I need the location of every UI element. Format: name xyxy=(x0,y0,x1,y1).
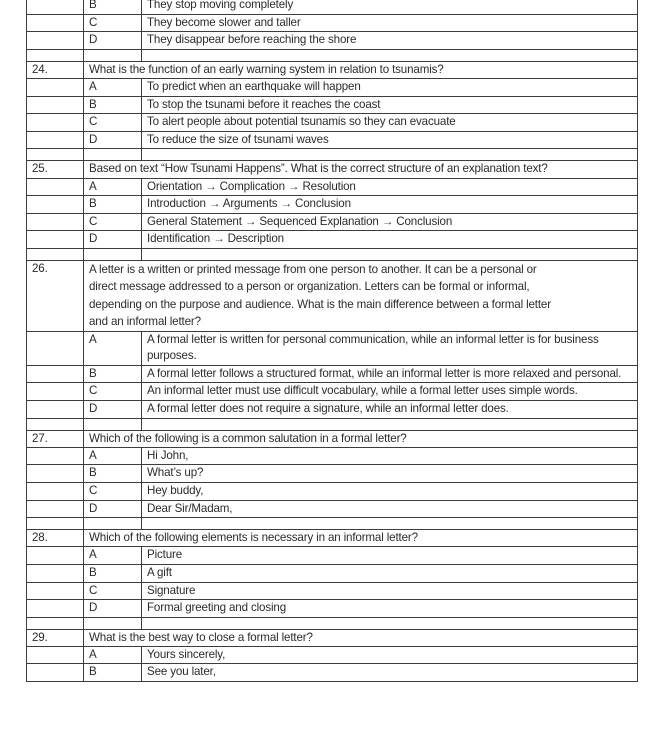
question-number: 28. xyxy=(27,530,84,547)
spacer-number-cell xyxy=(27,149,84,161)
option-text-value: A gift xyxy=(147,565,172,579)
option-row xyxy=(27,482,638,500)
option-text[interactable] xyxy=(142,213,638,231)
option-row xyxy=(27,231,638,249)
option-letter[interactable]: D xyxy=(84,400,142,418)
option-row xyxy=(27,646,638,664)
spacer-text-cell xyxy=(142,49,638,61)
option-letter[interactable]: B xyxy=(84,196,142,214)
question-text: Based on text “How Tsunami Happens”. What is the correct structure of an explanation text? xyxy=(84,161,638,178)
question-stem-lines xyxy=(89,261,637,331)
option-text-value: Hi John, xyxy=(147,448,189,462)
option-text[interactable] xyxy=(142,131,638,149)
option-text[interactable] xyxy=(142,78,638,96)
option-row xyxy=(27,365,638,383)
question-number: 24. xyxy=(27,61,84,78)
spacer-text-cell xyxy=(142,149,638,161)
option-text-value: Formal greeting and closing xyxy=(147,601,287,615)
option-text[interactable] xyxy=(142,331,638,365)
option-text-value: Hey buddy, xyxy=(147,483,204,497)
option-text-value: A formal letter follows a structured format, while an informal letter is more relaxed and personal. xyxy=(147,366,622,380)
option-text[interactable] xyxy=(142,500,638,518)
question-row xyxy=(27,260,638,331)
option-number-cell xyxy=(27,383,84,401)
option-row xyxy=(27,564,638,582)
option-row xyxy=(27,331,638,365)
option-text[interactable] xyxy=(142,365,638,383)
option-number-cell xyxy=(27,196,84,214)
question-stem-line: A letter is a written or printed message from one person to another. It can be a personal or xyxy=(89,262,537,276)
option-text[interactable] xyxy=(142,231,638,249)
option-row xyxy=(27,196,638,214)
question-text: Which of the following is a common salutation in a formal letter? xyxy=(84,430,638,447)
question-number: 26. xyxy=(27,260,84,331)
option-row xyxy=(27,96,638,114)
option-row xyxy=(27,178,638,196)
option-number-cell xyxy=(27,14,84,32)
option-row xyxy=(27,547,638,565)
option-letter[interactable]: B xyxy=(84,465,142,483)
option-text[interactable] xyxy=(142,582,638,600)
option-letter[interactable]: A xyxy=(84,78,142,96)
question-text xyxy=(84,260,638,331)
option-row xyxy=(27,32,638,50)
option-text[interactable] xyxy=(142,482,638,500)
option-number-cell xyxy=(27,178,84,196)
option-letter[interactable]: C xyxy=(84,383,142,401)
questions-table-body xyxy=(27,0,638,682)
option-text[interactable] xyxy=(142,664,638,682)
option-text-value: Signature xyxy=(147,583,196,597)
spacer-text-cell xyxy=(142,248,638,260)
question-row xyxy=(27,61,638,78)
option-row xyxy=(27,400,638,418)
option-text[interactable] xyxy=(142,447,638,465)
spacer-number-cell xyxy=(27,248,84,260)
option-number-cell xyxy=(27,400,84,418)
table-spacer-row xyxy=(27,248,638,260)
option-row xyxy=(27,600,638,618)
option-text[interactable] xyxy=(142,0,638,14)
option-text-value: They disappear before reaching the shore xyxy=(147,33,357,47)
option-text[interactable] xyxy=(142,383,638,401)
option-row xyxy=(27,14,638,32)
option-row xyxy=(27,447,638,465)
option-number-cell xyxy=(27,547,84,565)
table-spacer-row xyxy=(27,518,638,530)
option-text[interactable] xyxy=(142,465,638,483)
option-text-value: A formal letter is written for personal communication, while an informal letter is for business purposes. xyxy=(147,332,599,363)
option-text-value: To predict when an earthquake will happen xyxy=(147,79,361,93)
option-letter[interactable]: C xyxy=(84,14,142,32)
option-number-cell xyxy=(27,664,84,682)
question-row xyxy=(27,161,638,178)
option-text-value: Identification → Description xyxy=(147,232,284,246)
option-row xyxy=(27,213,638,231)
option-letter[interactable]: B xyxy=(84,0,142,14)
spacer-option-cell xyxy=(84,418,142,430)
option-letter[interactable]: D xyxy=(84,131,142,149)
question-row xyxy=(27,629,638,646)
option-text[interactable] xyxy=(142,646,638,664)
spacer-option-cell xyxy=(84,617,142,629)
table-spacer-row xyxy=(27,149,638,161)
spacer-option-cell xyxy=(84,149,142,161)
option-text-value: They stop moving completely xyxy=(147,0,294,11)
option-letter[interactable]: B xyxy=(84,664,142,682)
spacer-option-cell xyxy=(84,518,142,530)
option-text[interactable] xyxy=(142,178,638,196)
spacer-number-cell xyxy=(27,418,84,430)
option-row xyxy=(27,0,638,14)
option-text-value: To stop the tsunami before it reaches the coast xyxy=(147,97,381,111)
table-spacer-row xyxy=(27,418,638,430)
option-number-cell xyxy=(27,482,84,500)
option-number-cell xyxy=(27,564,84,582)
question-stem-line: direct message addressed to a person or organization. Letters can be formal or informal, xyxy=(89,280,530,294)
spacer-text-cell xyxy=(142,518,638,530)
option-number-cell xyxy=(27,365,84,383)
option-number-cell xyxy=(27,32,84,50)
option-number-cell xyxy=(27,500,84,518)
question-text: What is the function of an early warning system in relation to tsunamis? xyxy=(84,61,638,78)
option-number-cell xyxy=(27,465,84,483)
page-scroll-container xyxy=(26,0,637,682)
option-letter[interactable]: D xyxy=(84,500,142,518)
option-letter[interactable]: C xyxy=(84,582,142,600)
option-letter[interactable]: C xyxy=(84,114,142,132)
option-number-cell xyxy=(27,96,84,114)
option-text-value: Dear Sir/Madam, xyxy=(147,501,233,515)
option-row xyxy=(27,131,638,149)
option-text[interactable] xyxy=(142,400,638,418)
option-text[interactable] xyxy=(142,96,638,114)
option-number-cell xyxy=(27,331,84,365)
spacer-number-cell xyxy=(27,617,84,629)
option-text-value: A formal letter does not require a signature, while an informal letter does. xyxy=(147,401,509,415)
option-text[interactable] xyxy=(142,14,638,32)
option-text-value: They become slower and taller xyxy=(147,15,301,29)
option-number-cell xyxy=(27,131,84,149)
option-letter[interactable]: A xyxy=(84,547,142,565)
option-text[interactable] xyxy=(142,114,638,132)
question-number: 27. xyxy=(27,430,84,447)
table-spacer-row xyxy=(27,617,638,629)
option-text-value: What’s up? xyxy=(147,466,204,480)
questions-table xyxy=(26,0,638,682)
option-row xyxy=(27,78,638,96)
table-spacer-row xyxy=(27,49,638,61)
question-stem-line: depending on the purpose and audience. What is the main difference between a formal letter xyxy=(89,297,551,311)
spacer-option-cell xyxy=(84,248,142,260)
option-letter[interactable]: A xyxy=(84,331,142,365)
option-letter[interactable]: A xyxy=(84,646,142,664)
option-number-cell xyxy=(27,114,84,132)
option-text-value: Yours sincerely, xyxy=(147,647,226,661)
option-letter[interactable]: C xyxy=(84,482,142,500)
option-text-value: Orientation → Complication → Resolution xyxy=(147,179,356,193)
option-row xyxy=(27,582,638,600)
option-text[interactable] xyxy=(142,32,638,50)
spacer-option-cell xyxy=(84,49,142,61)
option-number-cell xyxy=(27,646,84,664)
option-row xyxy=(27,664,638,682)
option-letter[interactable]: D xyxy=(84,600,142,618)
option-letter[interactable]: D xyxy=(84,231,142,249)
option-text-value: Introduction → Arguments → Conclusion xyxy=(147,197,351,211)
question-text: Which of the following elements is necessary in an informal letter? xyxy=(84,530,638,547)
option-letter[interactable]: B xyxy=(84,365,142,383)
question-number: 29. xyxy=(27,629,84,646)
option-letter[interactable]: D xyxy=(84,32,142,50)
question-text: What is the best way to close a formal letter? xyxy=(84,629,638,646)
option-text-value: To alert people about potential tsunamis so they can evacuate xyxy=(147,115,456,129)
question-stem-line: and an informal letter? xyxy=(89,315,201,329)
option-number-cell xyxy=(27,231,84,249)
spacer-text-cell xyxy=(142,617,638,629)
option-letter[interactable]: B xyxy=(84,564,142,582)
option-text-value: See you later, xyxy=(147,665,216,679)
option-row xyxy=(27,465,638,483)
option-text-value: Picture xyxy=(147,548,183,562)
question-number: 25. xyxy=(27,161,84,178)
option-letter[interactable]: A xyxy=(84,178,142,196)
option-number-cell xyxy=(27,213,84,231)
option-text[interactable] xyxy=(142,564,638,582)
option-number-cell xyxy=(27,582,84,600)
option-row xyxy=(27,114,638,132)
option-text-value: To reduce the size of tsunami waves xyxy=(147,132,329,146)
option-letter[interactable]: C xyxy=(84,213,142,231)
option-number-cell xyxy=(27,78,84,96)
option-text[interactable] xyxy=(142,600,638,618)
option-row xyxy=(27,383,638,401)
option-text[interactable] xyxy=(142,196,638,214)
option-letter[interactable]: A xyxy=(84,447,142,465)
spacer-number-cell xyxy=(27,49,84,61)
option-letter[interactable]: B xyxy=(84,96,142,114)
option-text-value: General Statement → Sequenced Explanation → Conclusion xyxy=(147,214,453,228)
option-number-cell xyxy=(27,600,84,618)
option-number-cell xyxy=(27,447,84,465)
question-row xyxy=(27,530,638,547)
question-row xyxy=(27,430,638,447)
option-text[interactable] xyxy=(142,547,638,565)
option-text-value: An informal letter must use difficult vocabulary, while a formal letter uses simple words. xyxy=(147,384,578,398)
option-row xyxy=(27,500,638,518)
spacer-text-cell xyxy=(142,418,638,430)
spacer-number-cell xyxy=(27,518,84,530)
option-number-cell xyxy=(27,0,84,14)
